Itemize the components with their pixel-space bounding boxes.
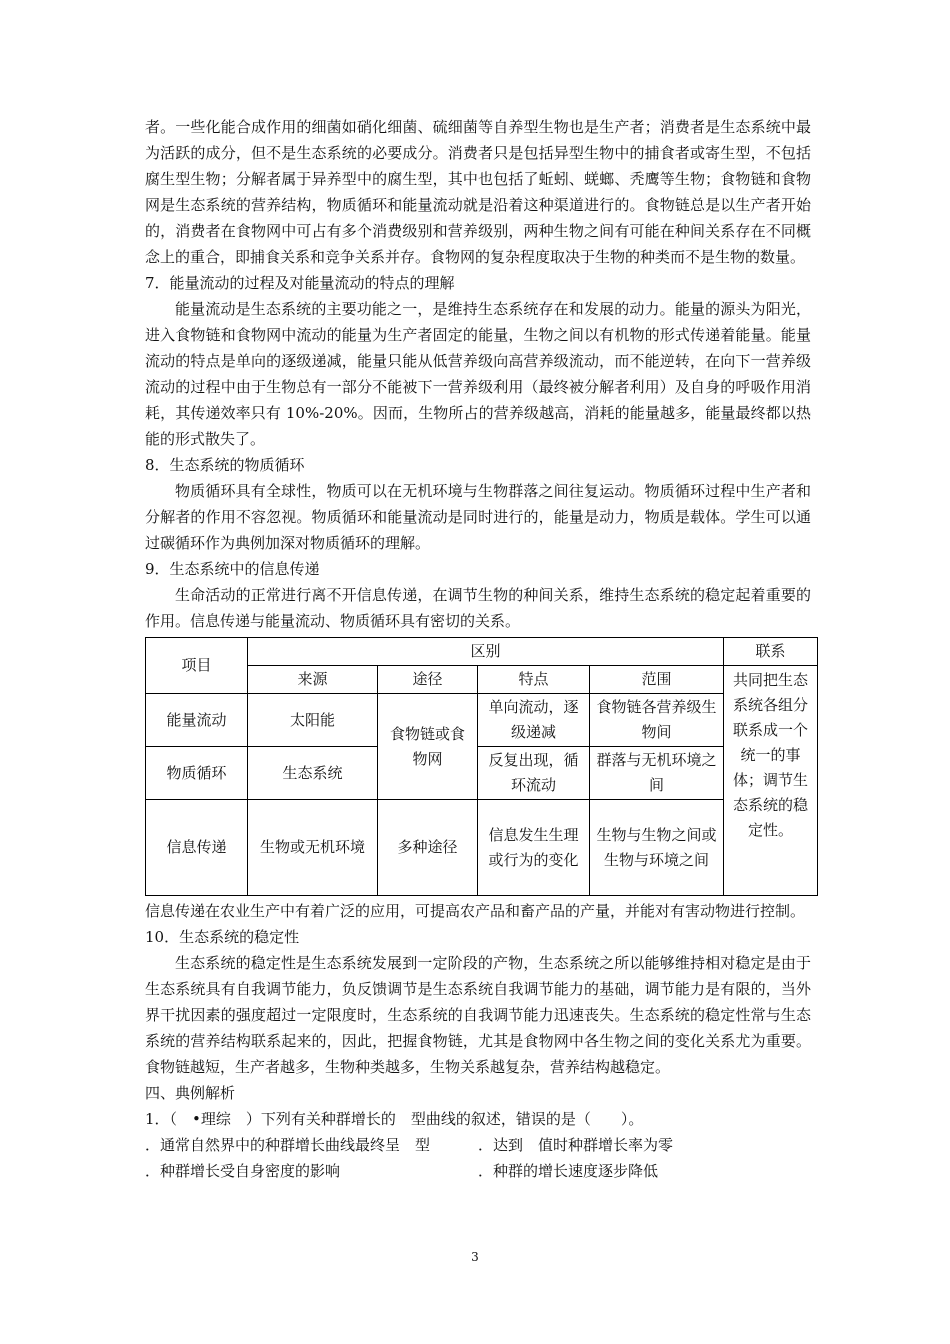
- table-row: [146, 747, 818, 800]
- header-difference: 区别: [248, 638, 724, 666]
- row-name: 物质循环: [146, 747, 248, 800]
- option-a: ．通常自然界中的种群增长曲线最终呈 型: [145, 1136, 431, 1154]
- row-name: 能量流动: [146, 694, 248, 747]
- heading-material-cycle: 8．生态系统的物质循环: [145, 456, 305, 474]
- paragraph-material-cycle: 物质循环具有全球性，物质可以在无机环境与生物群落之间往复运动。物质循环过程中生产者和分解者的作用不容忽视。物质循环和能量流动是同时进行的，能量是动力，物质是载体。学生可以通过碳循环作为典例加深对物质循环的理解。: [145, 482, 811, 552]
- page-number: 3: [471, 1250, 479, 1264]
- row-name: 信息传递: [146, 800, 248, 896]
- cell-link: 共同把生态系统各组分联系成一个统一的事体；调节生态系统的稳定性。: [724, 666, 818, 896]
- page-content: [145, 114, 811, 1184]
- cell-source: 生态系统: [248, 747, 378, 800]
- cell-path: 多种途径: [378, 800, 478, 896]
- question-options: [145, 1132, 811, 1184]
- paragraph-producers: 者。一些化能合成作用的细菌如硝化细菌、硫细菌等自养型生物也是生产者；消费者是生态系统中最为活跃的成分，但不是生态系统的必要成分。消费者只是包括异型生物中的捕食者或寄生型，不包括腐生型生物；分解者属于异养型中的腐生型，其中也包括了蚯蚓、蜣螂、秃鹰等生物；食物链和食物网是生态系统的营养结构，物质循环和能量流动就是沿着这种渠道进行的。食物链总是以生产者开始的，消费者在食物网中可占有多个消费级别和营养级别，两种生物之间有可能在种间关系存在不同概念上的重合，即捕食关系和竞争关系并存。食物网的复杂程度取决于生物的种类而不是生物的数量。: [145, 118, 811, 266]
- cell-feature: 反复出现，循环流动: [478, 747, 590, 800]
- cell-source: 生物或无机环境: [248, 800, 378, 896]
- table-row: [146, 694, 818, 747]
- header-feature: 特点: [478, 666, 590, 694]
- cell-feature: 信息发生生理或行为的变化: [478, 800, 590, 896]
- header-project: 项目: [146, 638, 248, 694]
- comparison-table: [145, 637, 818, 896]
- heading-examples: 四、典例解析: [145, 1084, 236, 1102]
- option-b: ．达到 值时种群增长率为零: [478, 1136, 674, 1154]
- heading-energy-flow: 7．能量流动的过程及对能量流动的特点的理解: [145, 274, 455, 292]
- table-row: [146, 800, 818, 896]
- cell-feature: 单向流动，逐级递减: [478, 694, 590, 747]
- cell-scope: 群落与无机环境之间: [590, 747, 724, 800]
- header-link: 联系: [724, 638, 818, 666]
- header-source: 来源: [248, 666, 378, 694]
- paragraph-info-transfer: 生命活动的正常进行离不开信息传递，在调节生物的种间关系，维持生态系统的稳定起着重要的作用。信息传递与能量流动、物质循环具有密切的关系。: [145, 586, 811, 630]
- header-scope: 范围: [590, 666, 724, 694]
- paragraph-energy-flow: 能量流动是生态系统的主要功能之一，是维持生态系统存在和发展的动力。能量的源头为阳光，进入食物链和食物网中流动的能量为生产者固定的能量，生物之间以有机物的形式传递着能量。能量流动的特点是单向的逐级递减，能量只能从低营养级向高营养级流动，而不能逆转，在向下一营养级流动的过程中由于生物总有一部分不能被下一营养级利用（最终被分解者利用）及自身的呼吸作用消耗，其传递效率只有 10%-20%。因而，生物所占的营养级越高，消耗的能量越多，能量最终都以热能的形式散失了。: [145, 300, 811, 448]
- cell-scope: 生物与生物之间或生物与环境之间: [590, 800, 724, 896]
- paragraph-info-application: 信息传递在农业生产中有着广泛的应用，可提高农产品和畜产品的产量，并能对有害动物进行控制。: [145, 902, 806, 920]
- cell-scope: 食物链各营养级生物间: [590, 694, 724, 747]
- paragraph-stability: 生态系统的稳定性是生态系统发展到一定阶段的产物，生态系统之所以能够维持相对稳定是由于生态系统具有自我调节能力，负反馈调节是生态系统自我调节能力的基础，调节能力是有限的，当外界干扰因素的强度超过一定限度时，生态系统的自我调节能力迅速丧失。生态系统的稳定性常与生态系统的营养结构联系起来的，因此，把握食物链，尤其是食物网中各生物之间的变化关系尤为重要。食物链越短，生产者越多，生物种类越多，生物关系越复杂，营养结构越稳定。: [145, 954, 811, 1076]
- question-stem: 1．（ •理综 ）下列有关种群增长的 型曲线的叙述，错误的是（ ）。: [145, 1110, 644, 1128]
- cell-shared-path: 食物链或食物网: [378, 694, 478, 800]
- option-d: ．种群的增长速度逐步降低: [478, 1162, 659, 1180]
- header-path: 途径: [378, 666, 478, 694]
- heading-stability: 10．生态系统的稳定性: [145, 928, 300, 946]
- cell-source: 太阳能: [248, 694, 378, 747]
- heading-info-transfer: 9．生态系统中的信息传递: [145, 560, 320, 578]
- option-c: ．种群增长受自身密度的影响: [145, 1162, 341, 1180]
